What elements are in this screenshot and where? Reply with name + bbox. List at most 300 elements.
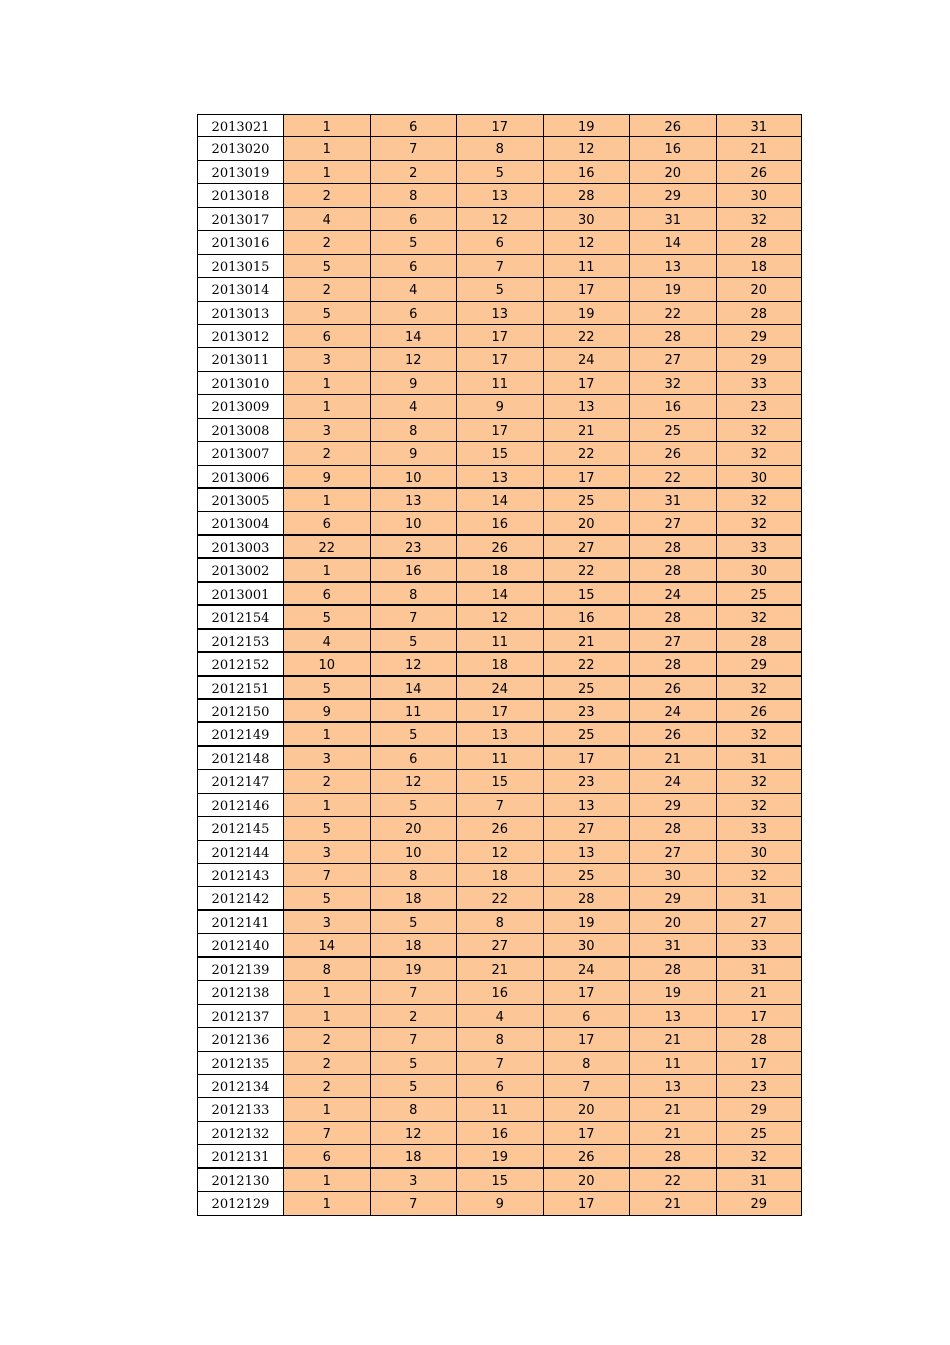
number-cell[interactable]: 5 [456, 161, 543, 184]
number-cell[interactable]: 2 [283, 1052, 370, 1075]
number-cell[interactable]: 10 [370, 466, 457, 489]
number-cell[interactable]: 9 [370, 372, 457, 395]
number-cell[interactable]: 25 [543, 723, 630, 746]
number-cell[interactable]: 28 [716, 231, 803, 254]
issue-number[interactable]: 2013011 [197, 348, 283, 371]
number-cell[interactable]: 7 [370, 606, 457, 629]
number-cell[interactable]: 26 [629, 114, 716, 137]
issue-number[interactable]: 2012154 [197, 606, 283, 629]
issue-number[interactable]: 2012144 [197, 841, 283, 864]
number-cell[interactable]: 22 [543, 442, 630, 465]
number-cell[interactable]: 17 [456, 700, 543, 723]
number-cell[interactable]: 1 [283, 794, 370, 817]
issue-number[interactable]: 2013008 [197, 419, 283, 442]
number-cell[interactable]: 32 [716, 794, 803, 817]
number-cell[interactable]: 32 [716, 208, 803, 231]
number-cell[interactable]: 26 [629, 442, 716, 465]
number-cell[interactable]: 25 [629, 419, 716, 442]
number-cell[interactable]: 20 [629, 911, 716, 934]
number-cell[interactable]: 15 [456, 442, 543, 465]
issue-number[interactable]: 2012152 [197, 653, 283, 676]
number-cell[interactable]: 9 [370, 442, 457, 465]
number-cell[interactable]: 28 [629, 536, 716, 559]
issue-number[interactable]: 2013002 [197, 559, 283, 582]
number-cell[interactable]: 18 [456, 864, 543, 887]
number-cell[interactable]: 2 [283, 1075, 370, 1098]
number-cell[interactable]: 32 [716, 723, 803, 746]
number-cell[interactable]: 14 [283, 934, 370, 957]
number-cell[interactable]: 26 [543, 1145, 630, 1168]
number-cell[interactable]: 27 [543, 536, 630, 559]
issue-number[interactable]: 2012137 [197, 1005, 283, 1028]
number-cell[interactable]: 16 [456, 512, 543, 535]
number-cell[interactable]: 2 [370, 161, 457, 184]
number-cell[interactable]: 1 [283, 1169, 370, 1192]
number-cell[interactable]: 8 [370, 419, 457, 442]
number-cell[interactable]: 25 [543, 677, 630, 700]
number-cell[interactable]: 21 [456, 958, 543, 981]
number-cell[interactable]: 5 [370, 1052, 457, 1075]
number-cell[interactable]: 31 [629, 934, 716, 957]
number-cell[interactable]: 14 [370, 325, 457, 348]
number-cell[interactable]: 28 [629, 325, 716, 348]
issue-number[interactable]: 2012139 [197, 958, 283, 981]
number-cell[interactable]: 11 [370, 700, 457, 723]
issue-number[interactable]: 2012141 [197, 911, 283, 934]
issue-number[interactable]: 2012133 [197, 1098, 283, 1121]
number-cell[interactable]: 22 [543, 559, 630, 582]
number-cell[interactable]: 16 [456, 1122, 543, 1145]
number-cell[interactable]: 4 [370, 395, 457, 418]
number-cell[interactable]: 6 [370, 255, 457, 278]
issue-number[interactable]: 2012132 [197, 1122, 283, 1145]
number-cell[interactable]: 18 [370, 1145, 457, 1168]
number-cell[interactable]: 1 [283, 395, 370, 418]
number-cell[interactable]: 19 [456, 1145, 543, 1168]
number-cell[interactable]: 31 [716, 1169, 803, 1192]
number-cell[interactable]: 32 [716, 770, 803, 793]
number-cell[interactable]: 6 [456, 231, 543, 254]
number-cell[interactable]: 14 [370, 677, 457, 700]
number-cell[interactable]: 16 [543, 606, 630, 629]
number-cell[interactable]: 32 [716, 512, 803, 535]
number-cell[interactable]: 17 [543, 981, 630, 1004]
number-cell[interactable]: 26 [456, 536, 543, 559]
issue-number[interactable]: 2012147 [197, 770, 283, 793]
number-cell[interactable]: 6 [283, 512, 370, 535]
number-cell[interactable]: 11 [456, 630, 543, 653]
number-cell[interactable]: 17 [543, 1192, 630, 1215]
number-cell[interactable]: 10 [283, 653, 370, 676]
number-cell[interactable]: 8 [370, 864, 457, 887]
number-cell[interactable]: 33 [716, 817, 803, 840]
number-cell[interactable]: 7 [283, 864, 370, 887]
number-cell[interactable]: 1 [283, 1192, 370, 1215]
number-cell[interactable]: 1 [283, 1098, 370, 1121]
number-cell[interactable]: 13 [543, 395, 630, 418]
number-cell[interactable]: 26 [716, 700, 803, 723]
number-cell[interactable]: 21 [629, 1122, 716, 1145]
number-cell[interactable]: 14 [456, 583, 543, 606]
number-cell[interactable]: 1 [283, 137, 370, 160]
number-cell[interactable]: 26 [716, 161, 803, 184]
number-cell[interactable]: 30 [716, 466, 803, 489]
number-cell[interactable]: 8 [456, 137, 543, 160]
issue-number[interactable]: 2013001 [197, 583, 283, 606]
number-cell[interactable]: 26 [629, 723, 716, 746]
number-cell[interactable]: 4 [456, 1005, 543, 1028]
number-cell[interactable]: 16 [370, 559, 457, 582]
number-cell[interactable]: 27 [629, 512, 716, 535]
issue-number[interactable]: 2013015 [197, 255, 283, 278]
number-cell[interactable]: 21 [629, 1098, 716, 1121]
number-cell[interactable]: 31 [716, 887, 803, 910]
number-cell[interactable]: 12 [456, 208, 543, 231]
issue-number[interactable]: 2012135 [197, 1052, 283, 1075]
number-cell[interactable]: 29 [629, 794, 716, 817]
number-cell[interactable]: 32 [716, 677, 803, 700]
number-cell[interactable]: 19 [370, 958, 457, 981]
number-cell[interactable]: 5 [370, 231, 457, 254]
number-cell[interactable]: 33 [716, 934, 803, 957]
number-cell[interactable]: 3 [283, 348, 370, 371]
number-cell[interactable]: 20 [716, 278, 803, 301]
number-cell[interactable]: 1 [283, 559, 370, 582]
number-cell[interactable]: 2 [283, 184, 370, 207]
number-cell[interactable]: 5 [283, 887, 370, 910]
number-cell[interactable]: 6 [370, 747, 457, 770]
number-cell[interactable]: 5 [283, 606, 370, 629]
number-cell[interactable]: 20 [543, 512, 630, 535]
number-cell[interactable]: 19 [543, 114, 630, 137]
number-cell[interactable]: 21 [543, 419, 630, 442]
number-cell[interactable]: 20 [543, 1169, 630, 1192]
number-cell[interactable]: 16 [543, 161, 630, 184]
number-cell[interactable]: 28 [629, 817, 716, 840]
issue-number[interactable]: 2013006 [197, 466, 283, 489]
number-cell[interactable]: 28 [629, 559, 716, 582]
number-cell[interactable]: 29 [716, 1098, 803, 1121]
number-cell[interactable]: 28 [629, 958, 716, 981]
issue-number[interactable]: 2013010 [197, 372, 283, 395]
number-cell[interactable]: 12 [456, 606, 543, 629]
number-cell[interactable]: 3 [283, 747, 370, 770]
number-cell[interactable]: 20 [543, 1098, 630, 1121]
number-cell[interactable]: 29 [629, 887, 716, 910]
number-cell[interactable]: 29 [629, 184, 716, 207]
number-cell[interactable]: 1 [283, 161, 370, 184]
number-cell[interactable]: 17 [456, 325, 543, 348]
number-cell[interactable]: 21 [629, 747, 716, 770]
number-cell[interactable]: 21 [629, 1192, 716, 1215]
number-cell[interactable]: 16 [629, 137, 716, 160]
number-cell[interactable]: 22 [283, 536, 370, 559]
number-cell[interactable]: 31 [629, 489, 716, 512]
number-cell[interactable]: 32 [716, 489, 803, 512]
number-cell[interactable]: 13 [456, 184, 543, 207]
issue-number[interactable]: 2012131 [197, 1145, 283, 1168]
issue-number[interactable]: 2013003 [197, 536, 283, 559]
number-cell[interactable]: 3 [370, 1169, 457, 1192]
number-cell[interactable]: 7 [370, 1028, 457, 1051]
issue-number[interactable]: 2013012 [197, 325, 283, 348]
number-cell[interactable]: 22 [543, 653, 630, 676]
number-cell[interactable]: 20 [370, 817, 457, 840]
number-cell[interactable]: 16 [629, 395, 716, 418]
number-cell[interactable]: 13 [370, 489, 457, 512]
issue-number[interactable]: 2013007 [197, 442, 283, 465]
number-cell[interactable]: 18 [716, 255, 803, 278]
number-cell[interactable]: 26 [456, 817, 543, 840]
number-cell[interactable]: 32 [716, 864, 803, 887]
number-cell[interactable]: 6 [543, 1005, 630, 1028]
number-cell[interactable]: 13 [456, 466, 543, 489]
number-cell[interactable]: 6 [283, 325, 370, 348]
number-cell[interactable]: 11 [456, 372, 543, 395]
number-cell[interactable]: 13 [629, 255, 716, 278]
number-cell[interactable]: 21 [716, 981, 803, 1004]
number-cell[interactable]: 8 [283, 958, 370, 981]
number-cell[interactable]: 32 [716, 419, 803, 442]
number-cell[interactable]: 1 [283, 723, 370, 746]
number-cell[interactable]: 28 [716, 630, 803, 653]
number-cell[interactable]: 14 [629, 231, 716, 254]
number-cell[interactable]: 2 [283, 1028, 370, 1051]
number-cell[interactable]: 23 [716, 1075, 803, 1098]
number-cell[interactable]: 6 [370, 114, 457, 137]
number-cell[interactable]: 24 [543, 958, 630, 981]
number-cell[interactable]: 28 [716, 302, 803, 325]
number-cell[interactable]: 25 [716, 1122, 803, 1145]
number-cell[interactable]: 32 [716, 1145, 803, 1168]
number-cell[interactable]: 24 [456, 677, 543, 700]
number-cell[interactable]: 13 [456, 302, 543, 325]
number-cell[interactable]: 9 [456, 1192, 543, 1215]
issue-number[interactable]: 2013005 [197, 489, 283, 512]
number-cell[interactable]: 31 [629, 208, 716, 231]
number-cell[interactable]: 29 [716, 325, 803, 348]
number-cell[interactable]: 23 [716, 395, 803, 418]
number-cell[interactable]: 12 [370, 653, 457, 676]
number-cell[interactable]: 1 [283, 114, 370, 137]
number-cell[interactable]: 22 [629, 1169, 716, 1192]
number-cell[interactable]: 3 [283, 841, 370, 864]
number-cell[interactable]: 22 [629, 302, 716, 325]
number-cell[interactable]: 29 [716, 1192, 803, 1215]
issue-number[interactable]: 2013021 [197, 114, 283, 137]
number-cell[interactable]: 5 [283, 255, 370, 278]
number-cell[interactable]: 28 [629, 653, 716, 676]
number-cell[interactable]: 7 [370, 1192, 457, 1215]
number-cell[interactable]: 30 [543, 208, 630, 231]
number-cell[interactable]: 24 [629, 770, 716, 793]
number-cell[interactable]: 17 [543, 466, 630, 489]
number-cell[interactable]: 18 [370, 887, 457, 910]
number-cell[interactable]: 25 [543, 489, 630, 512]
number-cell[interactable]: 22 [456, 887, 543, 910]
issue-number[interactable]: 2013014 [197, 278, 283, 301]
number-cell[interactable]: 32 [716, 442, 803, 465]
issue-number[interactable]: 2012146 [197, 794, 283, 817]
issue-number[interactable]: 2012149 [197, 723, 283, 746]
number-cell[interactable]: 4 [370, 278, 457, 301]
issue-number[interactable]: 2013013 [197, 302, 283, 325]
number-cell[interactable]: 14 [456, 489, 543, 512]
number-cell[interactable]: 13 [543, 794, 630, 817]
issue-number[interactable]: 2012153 [197, 630, 283, 653]
number-cell[interactable]: 15 [543, 583, 630, 606]
number-cell[interactable]: 8 [370, 583, 457, 606]
number-cell[interactable]: 5 [370, 1075, 457, 1098]
number-cell[interactable]: 32 [716, 606, 803, 629]
number-cell[interactable]: 32 [629, 372, 716, 395]
number-cell[interactable]: 24 [629, 700, 716, 723]
issue-number[interactable]: 2012136 [197, 1028, 283, 1051]
number-cell[interactable]: 6 [283, 1145, 370, 1168]
number-cell[interactable]: 2 [283, 770, 370, 793]
number-cell[interactable]: 30 [716, 184, 803, 207]
number-cell[interactable]: 19 [629, 278, 716, 301]
number-cell[interactable]: 33 [716, 536, 803, 559]
number-cell[interactable]: 18 [370, 934, 457, 957]
issue-number[interactable]: 2013020 [197, 137, 283, 160]
number-cell[interactable]: 4 [283, 208, 370, 231]
issue-number[interactable]: 2013009 [197, 395, 283, 418]
number-cell[interactable]: 31 [716, 114, 803, 137]
issue-number[interactable]: 2012142 [197, 887, 283, 910]
issue-number[interactable]: 2013019 [197, 161, 283, 184]
number-cell[interactable]: 13 [629, 1005, 716, 1028]
number-cell[interactable]: 11 [543, 255, 630, 278]
number-cell[interactable]: 2 [283, 442, 370, 465]
number-cell[interactable]: 8 [543, 1052, 630, 1075]
issue-number[interactable]: 2013004 [197, 512, 283, 535]
number-cell[interactable]: 9 [456, 395, 543, 418]
number-cell[interactable]: 30 [716, 559, 803, 582]
number-cell[interactable]: 12 [543, 231, 630, 254]
number-cell[interactable]: 19 [543, 911, 630, 934]
number-cell[interactable]: 19 [543, 302, 630, 325]
number-cell[interactable]: 7 [456, 794, 543, 817]
number-cell[interactable]: 30 [629, 864, 716, 887]
number-cell[interactable]: 7 [370, 137, 457, 160]
issue-number[interactable]: 2013016 [197, 231, 283, 254]
number-cell[interactable]: 5 [283, 817, 370, 840]
number-cell[interactable]: 16 [456, 981, 543, 1004]
number-cell[interactable]: 25 [716, 583, 803, 606]
number-cell[interactable]: 13 [456, 723, 543, 746]
number-cell[interactable]: 27 [543, 817, 630, 840]
number-cell[interactable]: 19 [629, 981, 716, 1004]
number-cell[interactable]: 28 [543, 887, 630, 910]
number-cell[interactable]: 6 [370, 208, 457, 231]
number-cell[interactable]: 3 [283, 419, 370, 442]
number-cell[interactable]: 8 [370, 184, 457, 207]
issue-number[interactable]: 2012148 [197, 747, 283, 770]
number-cell[interactable]: 5 [283, 302, 370, 325]
issue-number[interactable]: 2012140 [197, 934, 283, 957]
number-cell[interactable]: 17 [716, 1005, 803, 1028]
number-cell[interactable]: 1 [283, 1005, 370, 1028]
number-cell[interactable]: 30 [716, 841, 803, 864]
number-cell[interactable]: 7 [370, 981, 457, 1004]
issue-number[interactable]: 2012129 [197, 1192, 283, 1215]
number-cell[interactable]: 5 [283, 677, 370, 700]
number-cell[interactable]: 18 [456, 559, 543, 582]
number-cell[interactable]: 10 [370, 841, 457, 864]
number-cell[interactable]: 6 [370, 302, 457, 325]
number-cell[interactable]: 11 [629, 1052, 716, 1075]
number-cell[interactable]: 8 [370, 1098, 457, 1121]
number-cell[interactable]: 17 [543, 372, 630, 395]
number-cell[interactable]: 15 [456, 770, 543, 793]
number-cell[interactable]: 3 [283, 911, 370, 934]
number-cell[interactable]: 24 [543, 348, 630, 371]
number-cell[interactable]: 12 [370, 770, 457, 793]
number-cell[interactable]: 17 [543, 1122, 630, 1145]
number-cell[interactable]: 28 [543, 184, 630, 207]
number-cell[interactable]: 27 [629, 841, 716, 864]
number-cell[interactable]: 26 [629, 677, 716, 700]
number-cell[interactable]: 5 [370, 630, 457, 653]
issue-number[interactable]: 2012130 [197, 1169, 283, 1192]
number-cell[interactable]: 7 [543, 1075, 630, 1098]
number-cell[interactable]: 2 [370, 1005, 457, 1028]
number-cell[interactable]: 13 [629, 1075, 716, 1098]
number-cell[interactable]: 17 [716, 1052, 803, 1075]
issue-number[interactable]: 2013018 [197, 184, 283, 207]
number-cell[interactable]: 17 [456, 419, 543, 442]
number-cell[interactable]: 5 [370, 723, 457, 746]
number-cell[interactable]: 23 [370, 536, 457, 559]
number-cell[interactable]: 31 [716, 958, 803, 981]
issue-number[interactable]: 2012151 [197, 677, 283, 700]
number-cell[interactable]: 4 [283, 630, 370, 653]
number-cell[interactable]: 21 [629, 1028, 716, 1051]
number-cell[interactable]: 22 [543, 325, 630, 348]
number-cell[interactable]: 5 [370, 911, 457, 934]
number-cell[interactable]: 24 [629, 583, 716, 606]
number-cell[interactable]: 21 [543, 630, 630, 653]
number-cell[interactable]: 21 [716, 137, 803, 160]
number-cell[interactable]: 29 [716, 653, 803, 676]
number-cell[interactable]: 2 [283, 278, 370, 301]
number-cell[interactable]: 10 [370, 512, 457, 535]
issue-number[interactable]: 2013017 [197, 208, 283, 231]
number-cell[interactable]: 6 [283, 583, 370, 606]
number-cell[interactable]: 13 [543, 841, 630, 864]
number-cell[interactable]: 5 [456, 278, 543, 301]
issue-number[interactable]: 2012145 [197, 817, 283, 840]
number-cell[interactable]: 7 [283, 1122, 370, 1145]
number-cell[interactable]: 25 [543, 864, 630, 887]
number-cell[interactable]: 28 [629, 1145, 716, 1168]
number-cell[interactable]: 20 [629, 161, 716, 184]
number-cell[interactable]: 12 [370, 348, 457, 371]
issue-number[interactable]: 2012138 [197, 981, 283, 1004]
number-cell[interactable]: 11 [456, 1098, 543, 1121]
issue-number[interactable]: 2012150 [197, 700, 283, 723]
number-cell[interactable]: 17 [543, 1028, 630, 1051]
number-cell[interactable]: 27 [716, 911, 803, 934]
number-cell[interactable]: 1 [283, 489, 370, 512]
number-cell[interactable]: 27 [629, 630, 716, 653]
number-cell[interactable]: 6 [456, 1075, 543, 1098]
number-cell[interactable]: 27 [629, 348, 716, 371]
number-cell[interactable]: 28 [716, 1028, 803, 1051]
number-cell[interactable]: 30 [543, 934, 630, 957]
issue-number[interactable]: 2012134 [197, 1075, 283, 1098]
